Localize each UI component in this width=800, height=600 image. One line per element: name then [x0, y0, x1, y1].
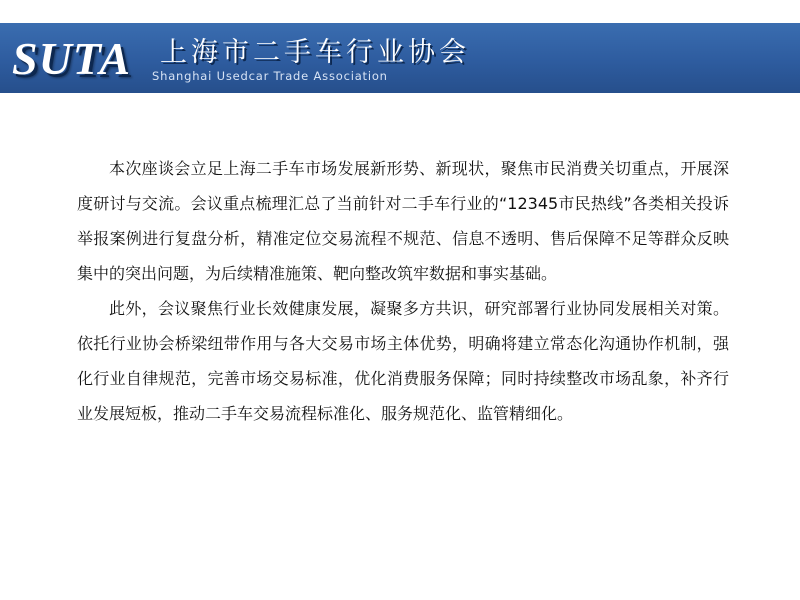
association-name-en: Shanghai Usedcar Trade Association [152, 69, 388, 83]
article-body [77, 151, 729, 431]
paragraph-2: 此外，会议聚焦行业长效健康发展，凝聚多方共识，研究部署行业协同发展相关对策。依托行业协会桥梁纽带作用与各大交易市场主体优势，明确将建立常态化沟通协作机制，强化行业自律规范，完善市场交易标准，优化消费服务保障；同时持续整改市场乱象，补齐行业发展短板，推动二手车交易流程标准化、服务规范化、监管精细化。 [77, 299, 729, 423]
association-name-cn: 上海市二手车行业协会 [160, 37, 470, 68]
paragraph-1: 本次座谈会立足上海二手车市场发展新形势、新现状，聚焦市民消费关切重点，开展深度研讨与交流。会议重点梳理汇总了当前针对二手车行业的“12345市民热线”各类相关投诉举报案例进行复盘分析，精准定位交易流程不规范、信息不透明、售后保障不足等群众反映集中的突出问题，为后续精准施策、靶向整改筑牢数据和事实基础。 [77, 159, 729, 283]
suta-logo: SUTA [12, 33, 132, 84]
header-banner [0, 23, 800, 93]
